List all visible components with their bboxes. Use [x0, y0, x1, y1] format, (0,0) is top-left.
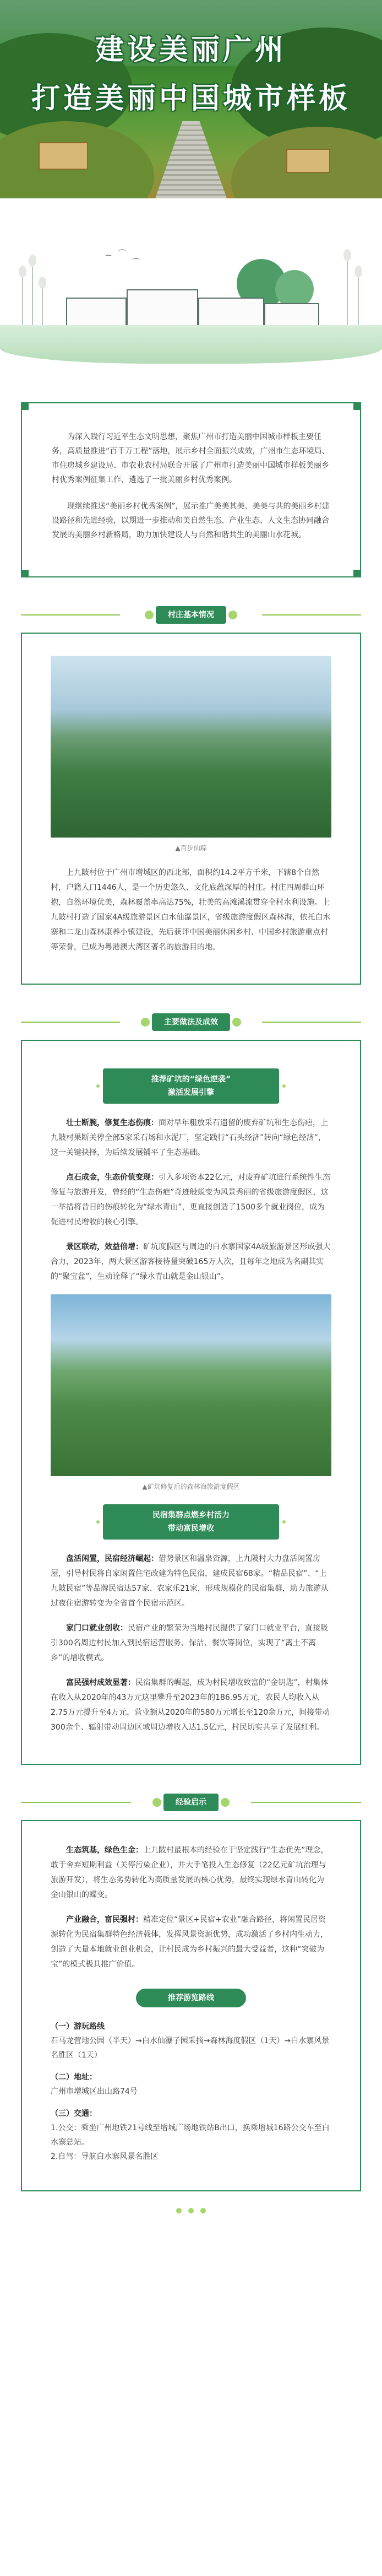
section-header [0, 603, 382, 627]
subheading-line: 民宿集群点燃乡村活力 [152, 1511, 230, 1520]
paragraph-text: 借势景区和温泉资源，上九陂村大力盘活闲置房屋，引导村民将自家闲置住宅改建为特色民宿，建成民宿68家。“精品民宿”、“上九陂民宿”等品牌民宿达57家、农家乐21家，形成规模化的民宿集群，助力旅游从过夜住宿游转变为全省首个民宿示范区。 [51, 1554, 329, 1608]
section-tag-village-overview: 村庄基本情况 [156, 606, 226, 624]
section-header [0, 1790, 382, 1814]
intro-card [21, 402, 361, 577]
paragraph-label: 壮士断腕，修复生态伤痕： [66, 1119, 159, 1127]
paragraph-text: 引入多项资本22亿元，对废弃矿坑进行系统性生态修复与旅游开发，曾经的“生态伤疤”奇迹般蜕变为风景秀丽的省级旅游度假区，这一举措将昔日的伤痕转化为“绿水青山”，更直接创造了1500多个就业岗位，成为促进村民增收的核心引擎。 [51, 1173, 330, 1227]
info-text: 广州市增城区出山路74号 [51, 2087, 138, 2096]
hero-stairway [155, 121, 227, 198]
dot-decoration [176, 2208, 182, 2213]
scenic-photo-mountains [51, 656, 331, 838]
info-label: （二）地址： [51, 2073, 97, 2082]
section-paragraph [51, 1552, 331, 1611]
section-lessons [21, 1820, 361, 2191]
paragraph-label: 盘活闲置，民宿经济崛起： [66, 1554, 159, 1563]
intro-paragraph: 现继续推送“美丽乡村优秀案例”，展示推广美美其美、美美与共的美丽乡村建设路径和先进经验，以期进一步推动和美自然生态、产业生态、人文生态协同融合发展的美丽乡村新格局，助力加快建设人与自然和谐共生的美丽山水花城。 [52, 502, 330, 539]
route-tag: 推荐游览路线 [136, 1989, 246, 2007]
bird-icon: ⌒ [132, 258, 140, 267]
divider [262, 1022, 361, 1023]
dot-decoration [200, 2208, 206, 2213]
photo-caption: ▲百步仙踪 [175, 844, 207, 852]
scenic-photo-resort [51, 1294, 331, 1476]
divider [21, 1022, 120, 1023]
subheading-line: 带动富民增收 [168, 1524, 214, 1533]
section-paragraph [51, 1170, 331, 1230]
section-paragraph [51, 1913, 331, 1972]
section-paragraph [51, 1240, 331, 1284]
address-info [51, 2070, 331, 2099]
corner-decoration [353, 402, 361, 410]
route-info [51, 2019, 331, 2062]
corner-decoration [353, 570, 361, 577]
paragraph-text: 矿坑度假区与周边的白水寨国家4A级旅游景区形成强大合力，2023年，两大景区游客接待量突破165万人次，且每年之地成为名副其实的“聚宝盆”，生动诠释了“绿水青山就是金山银山”。 [51, 1243, 331, 1281]
hero-building [286, 149, 330, 173]
section-practices [21, 1040, 361, 1765]
hero-building [39, 142, 88, 170]
bird-icon: ⌒ [118, 250, 126, 258]
paragraph-text: 民宿产业的繁荣为当地村民提供了家门口就业平台，直接吸引300名周边村民加入到民宿运营服务、保洁、餐饮等岗位，实现了“离土不离乡”的增收模式。 [51, 1624, 328, 1662]
photo-caption: ▲矿坑修复后的森林海旅游度假区 [142, 1483, 240, 1490]
footer-decoration [0, 2208, 382, 2221]
info-text: 1.公交：乘坐广州地铁21号线至增城广场地铁站B出口，换乘增城16路公交车至白水寨总站。 [51, 2124, 330, 2147]
section-paragraph: 上九陂村位于广州市增城区的西北部，面积约14.2平方千米，下辖8个自然村，户籍人口1446人，是一个历史悠久、文化底蕴深厚的村庄。村庄四周群山环抱，自然环境优美，森林覆盖率高达75%，壮美的高滩溪流贯穿全村水利设施。上九陂村打造了国家4A级旅游景区白水仙瀑景区，省级旅游度假区森林海，依托白水寨和二龙山森林康养小镇建设，先后获评中国美丽休闲乡村、中国乡村旅游重点村等荣誉，已成为粤港澳大湾区著名的旅游目的地。 [51, 868, 331, 952]
divider [262, 614, 361, 615]
subheading-line: 激活发展引擎 [168, 1088, 214, 1097]
paragraph-label: 产业融合，富民强村： [66, 1915, 143, 1924]
paragraph-text: 上九陂村最根本的经验在于坚定践行“生态优先”理念，敢于舍弃短期利益（关停污染企业），并大手笔投入生态修复（22亿元矿坑治理与旅游开发），将生态劣势转化为高质量发展的核心优势，最终实现绿水青山转化为金山银山的蝶变。 [51, 1846, 329, 1899]
divider [251, 1802, 361, 1803]
paragraph-text: 面对早年粗放采石遗留的废弃矿坑和生态伤疤，上九陂村果断关停全部5家采石场和水泥厂，坚定践行“石头经济”转向“绿色经济”，这一关键抉择，为后续发展铺平了生态基础。 [51, 1119, 328, 1157]
section-paragraph [51, 1843, 331, 1903]
bird-icon: ⌒ [105, 255, 112, 264]
house-illustration [127, 289, 198, 331]
subheading-quarry [103, 1068, 279, 1104]
section-paragraph [51, 1621, 331, 1666]
paragraph-label: 生态筑基，绿色生金： [66, 1846, 143, 1855]
info-label: （一）游玩路线 [51, 2022, 105, 2031]
paragraph-label: 景区联动，效益倍增： [66, 1243, 143, 1251]
hero-title-line1: 建设美丽广州 [95, 33, 287, 67]
section-paragraph [51, 1676, 331, 1735]
info-label: （三）交通： [51, 2109, 97, 2118]
divider [21, 614, 120, 615]
traffic-info [51, 2107, 331, 2164]
subheading-line: 推荐矿坑的“绿色逆袭” [151, 1075, 231, 1084]
paragraph-label: 富民强村成效显著： [66, 1678, 135, 1687]
corner-decoration [21, 402, 29, 410]
section-tag-lessons: 经验启示 [163, 1794, 219, 1811]
paragraph-label: 点石成金，生态价值变现： [66, 1173, 159, 1182]
section-village-overview [21, 633, 361, 985]
section-paragraph [51, 1116, 331, 1160]
corner-decoration [21, 570, 29, 577]
section-header [0, 1010, 382, 1034]
info-text: 2.自驾：导航白水寨风景名胜区 [51, 2152, 159, 2161]
subheading-homestay [103, 1504, 279, 1540]
ground-illustration [0, 325, 382, 364]
hero-banner [0, 0, 382, 198]
village-illustration [0, 237, 382, 364]
paragraph-text: 精准定位“景区+民宿+农业”融合路径，将闲置民居资源转化为民宿集群特色经济载体，发挥风景资源优势，成功激活了乡村内生动力，创造了大量本地就业创业机会，让村民成为乡村振兴的最大受益者，这种“突破为宝”的模式极具推广价值。 [51, 1915, 328, 1969]
paragraph-text: 民宿集群的崛起，成为村民增收致富的“金钥匙”，村集体在收入从2020年的43万元这里攀升至2023年的186.95万元，农民人均收入从2.75万元提升至4万元，营业额从2020年的580万元增长至120余万元，间接带动300余个、辐射带动周边区域周边增收入达1.5亿元，村民切实共享了发展红利。 [51, 1678, 330, 1732]
info-text: 石马龙营地公园（半天）→白水仙瀑子园采摘→森林海度假区（1天）→白水寨风景名胜区（1天） [51, 2037, 330, 2060]
hero-title-line2: 打造美丽中国城市样板 [31, 82, 351, 115]
dot-decoration [188, 2208, 194, 2213]
divider [21, 1802, 131, 1803]
paragraph-label: 家门口就业创收： [66, 1624, 128, 1633]
intro-paragraph: 为深入践行习近平生态文明思想，聚焦广州市打造美丽中国城市样板主要任务，高质量推进“百千万工程”落地，展示乡村全面振兴成效，广州市生态环境局、市住房城乡建设局、市农业农村局联合开展了广州市打造美丽中国城市样板美丽乡村优秀案例征集工作，遴选了一批美丽乡村优秀案例。 [52, 433, 330, 484]
section-tag-practices: 主要做法及成效 [152, 1013, 230, 1031]
